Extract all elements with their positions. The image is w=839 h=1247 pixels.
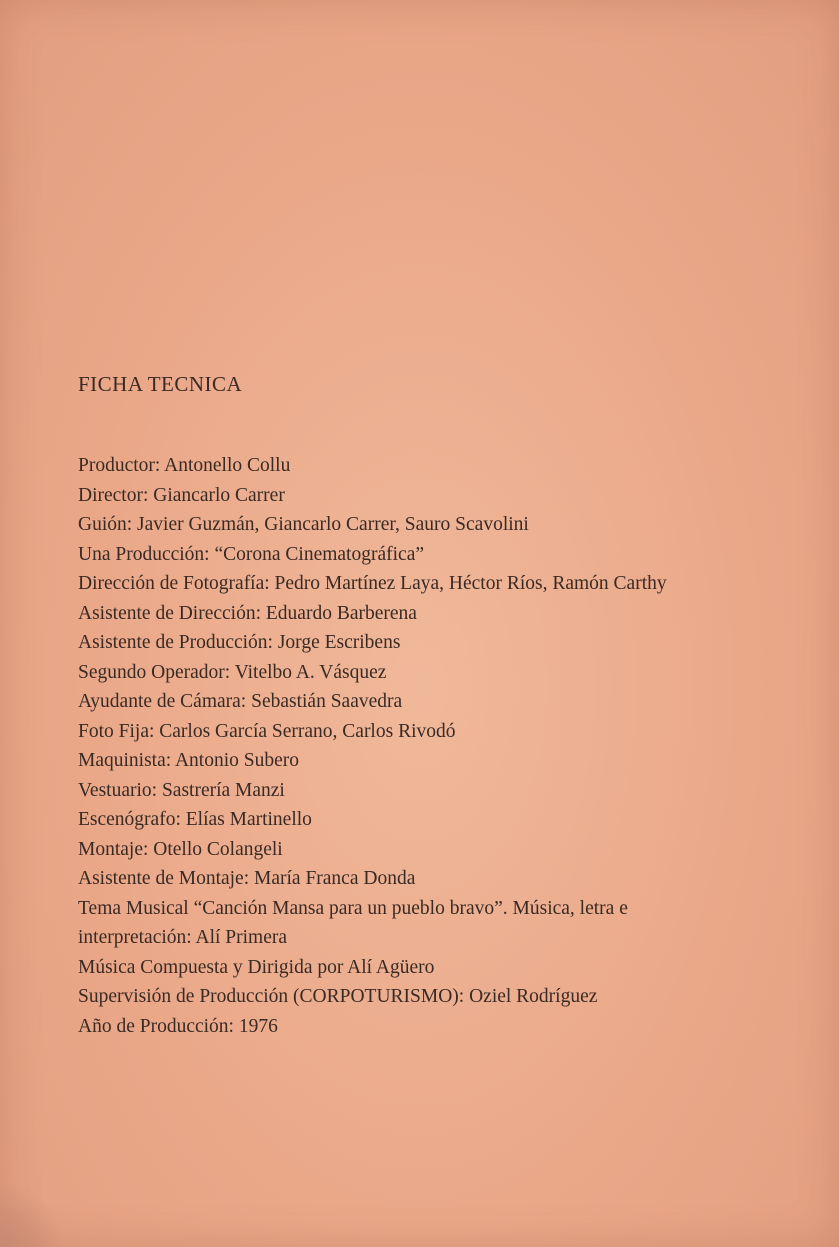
page-corner-wear <box>0 1177 60 1247</box>
credit-grip: Maquinista: Antonio Subero <box>78 750 299 772</box>
credit-musical-theme: Tema Musical “Canción Mansa para un pueblo bravo”. Música, letra e interpretación: Alí Primera <box>78 897 628 949</box>
credits-list <box>78 451 738 1041</box>
credit-assistant-director: Asistente de Dirección: Eduardo Barberena <box>78 602 417 624</box>
credit-editing-assistant: Asistente de Montaje: María Franca Donda <box>78 868 416 890</box>
credit-music-composed: Música Compuesta y Dirigida por Alí Agüero <box>78 956 435 978</box>
credit-producer: Productor: Antonello Collu <box>78 455 291 477</box>
credit-editing: Montaje: Otello Colangeli <box>78 838 283 860</box>
credit-second-operator: Segundo Operador: Vitelbo A. Vásquez <box>78 661 387 683</box>
page-title: FICHA TECNICA <box>78 372 243 396</box>
credit-set-designer: Escenógrafo: Elías Martinello <box>78 809 312 831</box>
credit-production-year: Año de Producción: 1976 <box>78 1015 278 1037</box>
credit-production-supervision: Supervisión de Producción (CORPOTURISMO): Oziel Rodríguez <box>78 986 598 1008</box>
credit-director: Director: Giancarlo Carrer <box>78 484 285 506</box>
credit-production-company: Una Producción: “Corona Cinematográfica” <box>78 543 425 565</box>
technical-sheet <box>78 372 738 1041</box>
credit-wardrobe: Vestuario: Sastrería Manzi <box>78 779 285 801</box>
credit-camera-assistant: Ayudante de Cámara: Sebastián Saavedra <box>78 691 403 713</box>
credit-still-photography: Foto Fija: Carlos García Serrano, Carlos Rivodó <box>78 720 456 742</box>
credit-cinematography: Dirección de Fotografía: Pedro Martínez Laya, Héctor Ríos, Ramón Carthy <box>78 573 667 595</box>
credit-production-assistant: Asistente de Producción: Jorge Escribens <box>78 632 401 654</box>
credit-screenplay: Guión: Javier Guzmán, Giancarlo Carrer, Sauro Scavolini <box>78 514 529 536</box>
